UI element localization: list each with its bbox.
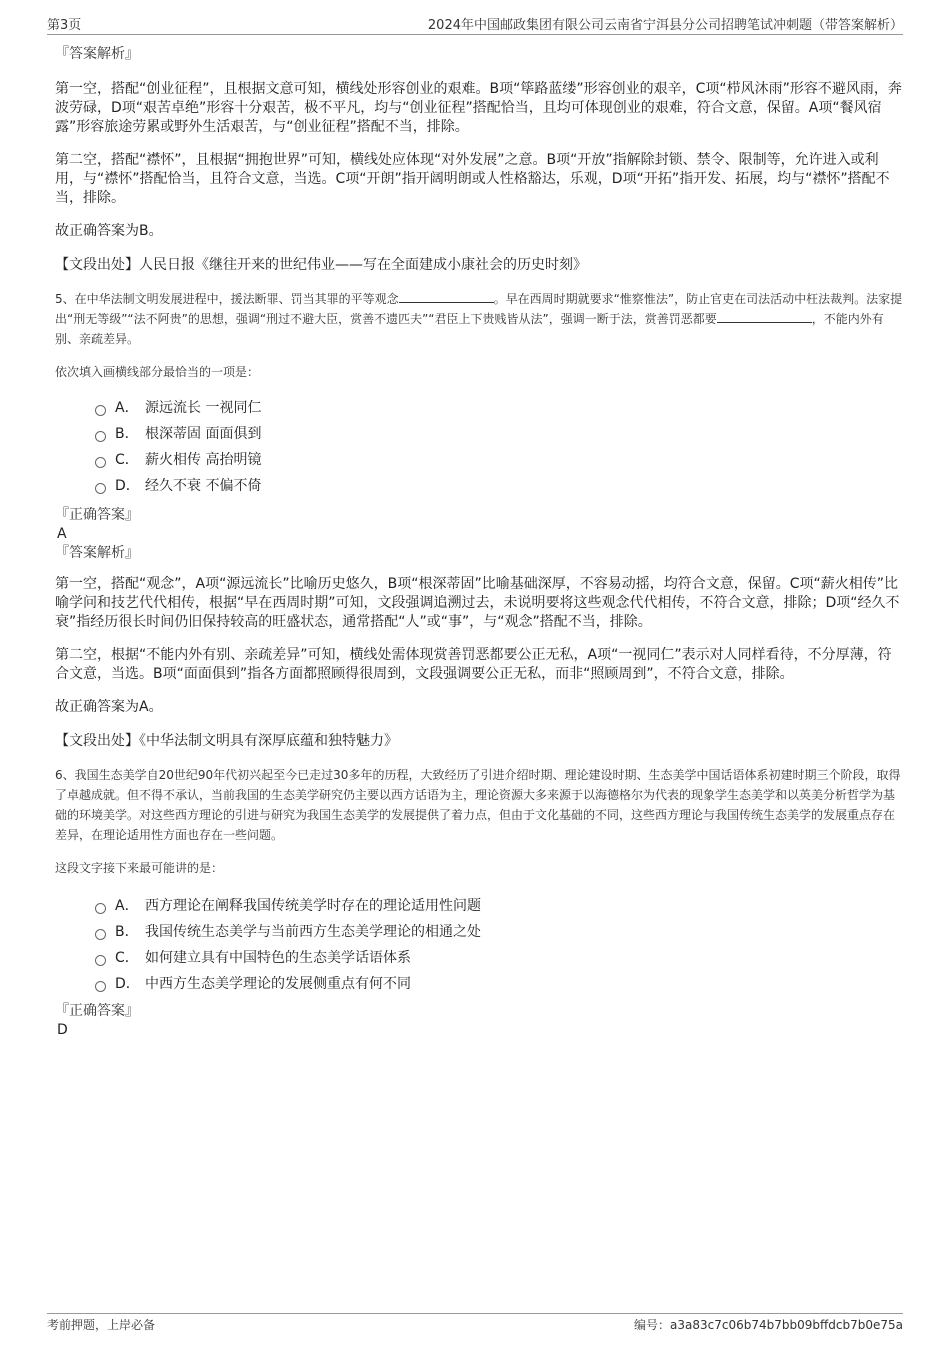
- analysis-label: 『答案解析』: [55, 46, 139, 62]
- q5-blank-2: [717, 310, 812, 323]
- q5-option-d[interactable]: D． 经久不衰 不偏不倚: [95, 473, 905, 499]
- q5-question-text: [55, 289, 905, 349]
- q5-option-b[interactable]: B． 根深蒂固 面面俱到: [95, 421, 905, 447]
- q5-text-b: 。早在西周时期就要求“惟察惟法”，防止官吏在司法活动中枉法裁判。法家提出“刑无等级”“法不阿贵”的思想，强调“刑过不避大臣，赏善不遗匹夫”“君臣上下贵贱皆从法”，强调一断于法，赏善罚恶都要: [55, 292, 903, 326]
- q4-conclusion: 故正确答案为B。: [55, 223, 163, 239]
- radio-icon[interactable]: [95, 955, 106, 966]
- q4-analysis-para2: 第二空，搭配“襟怀”，且根据“拥抱世界”可知，横线处应体现“对外发展”之意。B项“开放”指解除封锁、禁令、限制等，允许进入或利用，与“襟怀”搭配恰当，且符合文意，当选。C项“开朗”指开阔明朗或人性格豁达，乐观，D项“开拓”指开发、拓展，均与“襟怀”搭配不当，排除。: [55, 152, 890, 206]
- q5-source-text: 《中华法制文明具有深厚底蕴和独特魅力》: [139, 733, 398, 749]
- radio-icon[interactable]: [95, 405, 106, 416]
- q4-source: [55, 255, 905, 275]
- footer-serial: 编号：a3a83c7c06b74b7bb09bffdcb7b0e75a: [634, 1318, 903, 1332]
- q5-option-a[interactable]: A． 源远流长 一视同仁: [95, 395, 905, 421]
- source-label: 【文段出处】: [55, 257, 139, 273]
- source-label: 【文段出处】: [55, 733, 139, 749]
- q6-prompt: 这段文字接下来最可能讲的是：: [55, 861, 224, 875]
- q5-text-c: ，不能内外有别、亲疏差异。: [55, 312, 884, 346]
- footer-slogan: 考前押题，上岸必备: [47, 1318, 156, 1332]
- q6-answer: D: [57, 1022, 68, 1038]
- radio-icon[interactable]: [95, 457, 106, 468]
- q6-option-c[interactable]: C． 如何建立具有中国特色的生态美学话语体系: [95, 945, 905, 971]
- q5-text-a: 5、在中华法制文明发展进程中，援法断罪、罚当其罪的平等观念: [55, 292, 399, 306]
- page-header: [47, 14, 903, 35]
- q4-source-text: 人民日报《继往开来的世纪伟业——写在全面建成小康社会的历史时刻》: [139, 257, 587, 273]
- radio-icon[interactable]: [95, 431, 106, 442]
- q6-question-text: 6、我国生态美学自20世纪90年代初兴起至今已走过30多年的历程，大致经历了引进介绍时期、理论建设时期、生态美学中国话语体系初建时期三个阶段，取得了卓越成就。但不得不承认，当前我国的生态美学研究仍主要以西方话语为主，理论资源大多来源于以海德格尔为代表的现象学生态美学和以英美分析哲学为基础的环境美学。对这些西方理论的引进与研究为我国生态美学的发展提供了着力点，但由于文化基础的不同，这些西方理论与我国传统生态美学的发展重点存在差异，在理论适用性方面也存在一些问题。: [55, 768, 901, 842]
- q5-option-c[interactable]: C． 薪火相传 高抬明镜: [95, 447, 905, 473]
- radio-icon[interactable]: [95, 483, 106, 494]
- q5-answer: A: [57, 526, 67, 542]
- q5-conclusion: 故正确答案为A。: [55, 699, 163, 715]
- q5-analysis-para1: 第一空，搭配“观念”，A项“源远流长”比喻历史悠久，B项“根深蒂固”比喻基础深厚，不容易动摇，均符合文意，保留。C项“薪火相传”比喻学问和技艺代代相传，根据“早在西周时期”可知，文段强调追溯过去，未说明要将这些观念代代相传，不符合文意，排除；D项“经久不衰”指经历很长时间仍旧保持较高的旺盛状态，通常搭配“人”或“事”，与“观念”搭配不当，排除。: [55, 576, 900, 630]
- radio-icon[interactable]: [95, 903, 106, 914]
- q5-prompt: 依次填入画横线部分最恰当的一项是：: [55, 365, 260, 379]
- q6-option-d[interactable]: D． 中西方生态美学理论的发展侧重点有何不同: [95, 971, 905, 997]
- document-body: [55, 44, 905, 1039]
- q5-source: [55, 731, 905, 751]
- q6-options: [95, 893, 905, 997]
- analysis-label: 『答案解析』: [55, 545, 139, 561]
- page-number: 第3页: [47, 18, 82, 33]
- q5-blank-1: [399, 290, 494, 303]
- radio-icon[interactable]: [95, 981, 106, 992]
- q5-options: [95, 395, 905, 499]
- q6-option-a[interactable]: A． 西方理论在阐释我国传统美学时存在的理论适用性问题: [95, 893, 905, 919]
- correct-answer-label: 『正确答案』: [55, 507, 139, 523]
- radio-icon[interactable]: [95, 929, 106, 940]
- q6-option-b[interactable]: B． 我国传统生态美学与当前西方生态美学理论的相通之处: [95, 919, 905, 945]
- q5-analysis-para2: 第二空，根据“不能内外有别、亲疏差异”可知，横线处需体现赏善罚恶都要公正无私，A项“一视同仁”表示对人同样看待，不分厚薄，符合文意，当选。B项“面面俱到”指各方面都照顾得很周到，文段强调要公正无私，而非“照顾周到”，不符合文意，排除。: [55, 647, 892, 682]
- correct-answer-label: 『正确答案』: [55, 1003, 139, 1019]
- document-title: 2024年中国邮政集团有限公司云南省宁洱县分公司招聘笔试冲刺题（带答案解析）: [427, 18, 903, 33]
- page-footer: [47, 1313, 903, 1334]
- q4-analysis-para1: 第一空，搭配“创业征程”，且根据文意可知，横线处形容创业的艰难。B项“筚路蓝缕”形容创业的艰辛，C项“栉风沐雨”形容不避风雨，奔波劳碌，D项“艰苦卓绝”形容十分艰苦，极不平凡，均与“创业征程”搭配恰当，且均可体现创业的艰难，符合文意，保留。A项“餐风宿露”形容旅途劳累或野外生活艰苦，与“创业征程”搭配不当，排除。: [55, 81, 902, 135]
